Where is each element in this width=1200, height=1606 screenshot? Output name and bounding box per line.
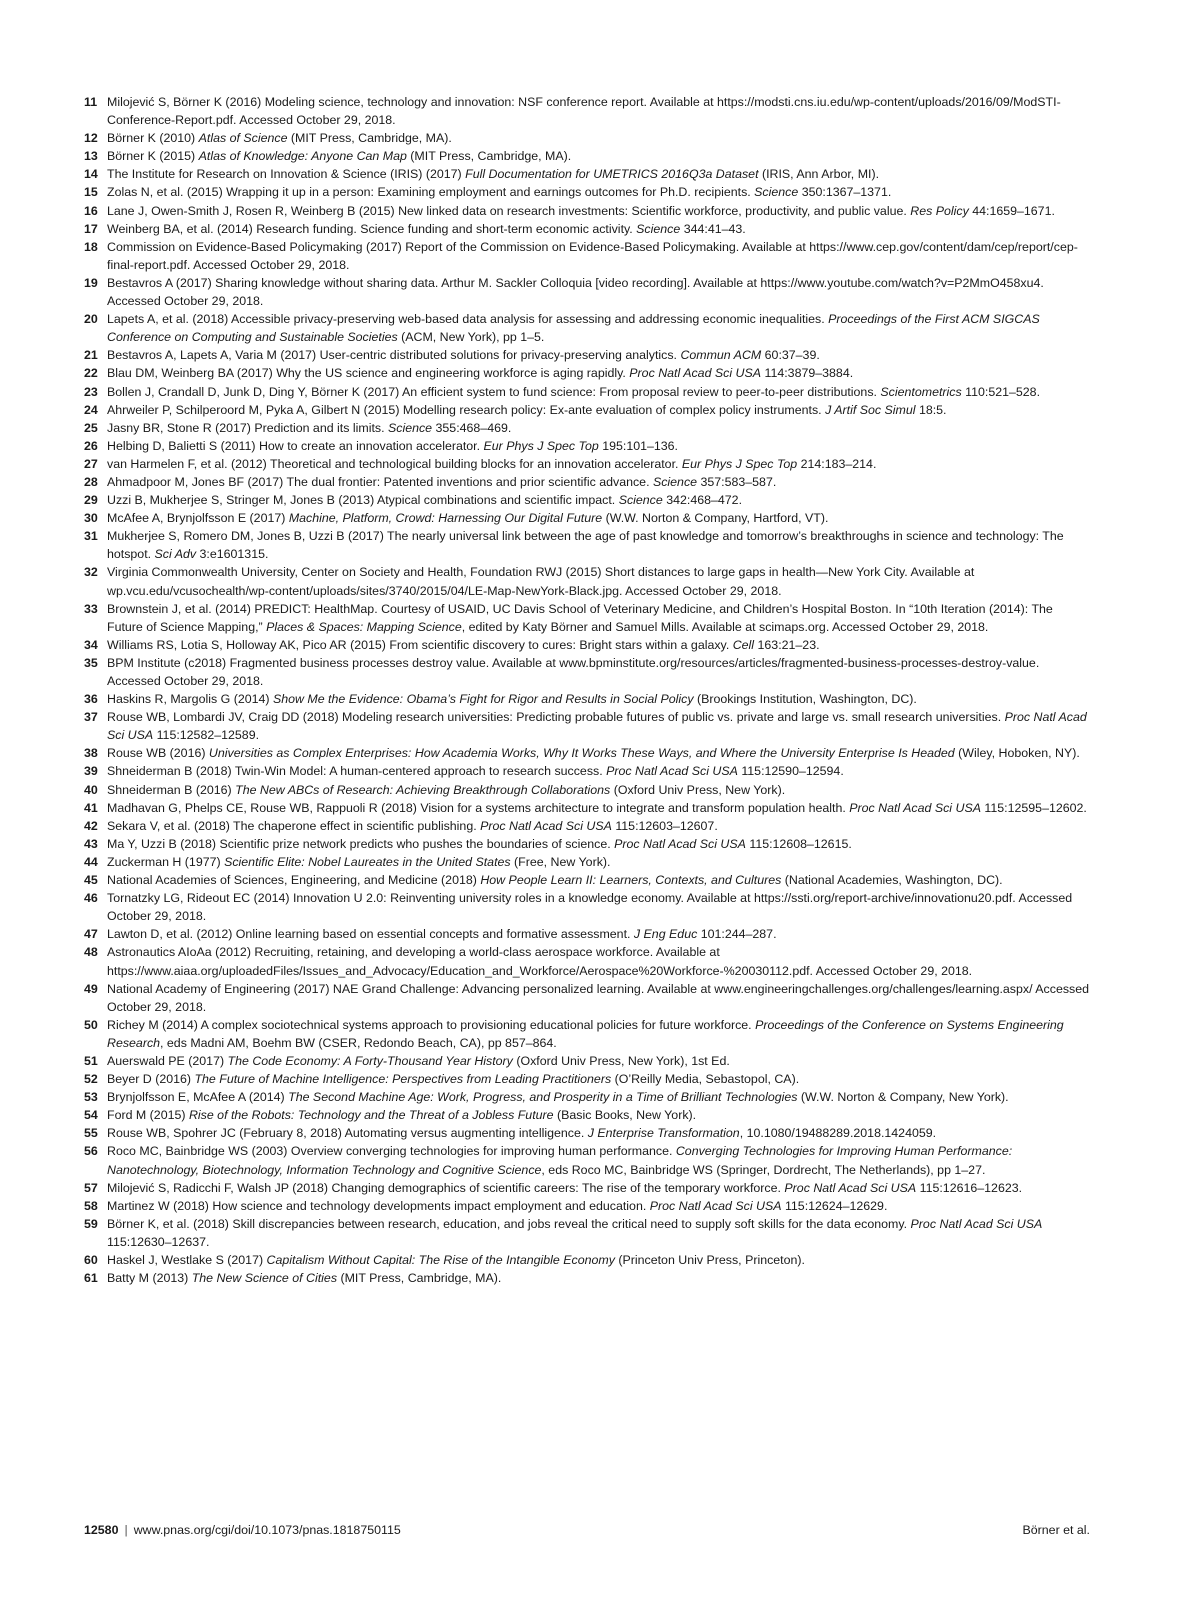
reference-text-part: Milojević S, Radicchi F, Walsh JP (2018) Changing demographics of scientific careers: The rise of the temporary workforce. — [107, 1180, 785, 1195]
reference-text — [107, 1142, 1090, 1178]
reference-number: 34 — [84, 637, 98, 652]
reference-text-part: Börner K (2010) — [107, 131, 199, 146]
reference-item — [84, 310, 1090, 346]
reference-number: 47 — [84, 927, 98, 942]
reference-text-part: 115:12608–12615. — [745, 836, 852, 851]
reference-italic-title: The Future of Machine Intelligence: Perspectives from Leading Practitioners — [194, 1072, 612, 1087]
reference-item — [84, 1052, 1090, 1070]
reference-number: 46 — [84, 891, 98, 906]
reference-text-part: (Oxford Univ Press, New York). — [610, 782, 786, 797]
reference-text-part: 344:41–43. — [680, 221, 746, 236]
reference-text-part: (Princeton Univ Press, Princeton). — [614, 1253, 805, 1267]
reference-text — [107, 1179, 1090, 1197]
reference-number: 40 — [84, 782, 98, 797]
reference-italic-title: Science — [636, 221, 681, 236]
reference-text-part: BPM Institute (c2018) Fragmented business processes destroy value. Available at www.bpminstitute.org/resources/articles/fragmented-business-processes-destroy-value. Accessed October 29, 2018. — [107, 655, 1040, 688]
reference-italic-title: Science — [754, 185, 799, 200]
reference-text-part: Batty M (2013) — [107, 1271, 192, 1286]
reference-number: 30 — [84, 511, 98, 526]
reference-text-part: Shneiderman B (2016) — [107, 782, 236, 797]
reference-item — [84, 853, 1090, 871]
reference-italic-title: Res Policy — [910, 203, 969, 218]
reference-text — [107, 364, 1090, 382]
reference-italic-title: Atlas of Knowledge: Anyone Can Map — [198, 149, 407, 164]
reference-number: 50 — [84, 1017, 98, 1032]
reference-text — [107, 1251, 1090, 1269]
reference-text-part: Ford M (2015) — [107, 1108, 189, 1123]
reference-text-part: 114:3879–3884. — [761, 366, 854, 381]
reference-item — [84, 1016, 1090, 1052]
reference-number: 58 — [84, 1198, 98, 1213]
reference-text-part: 214:183–214. — [797, 456, 877, 471]
reference-italic-title: Machine, Platform, Crowd: Harnessing Our Digital Future — [288, 511, 603, 526]
reference-italic-title: Proceedings of the Conference on Systems Engineering Research — [107, 1017, 1064, 1050]
reference-item — [84, 401, 1090, 419]
reference-number: 56 — [84, 1144, 98, 1159]
reference-italic-title: Proc Natl Acad Sci USA — [107, 710, 1087, 743]
footer-separator: | — [124, 1523, 128, 1537]
reference-item — [84, 364, 1090, 382]
reference-item — [84, 165, 1090, 183]
reference-text-part: 115:12582–12589. — [153, 728, 260, 743]
reference-italic-title: Capitalism Without Capital: The Rise of the Intangible Economy — [266, 1253, 615, 1267]
reference-text-part: Virginia Commonwealth University, Center on Society and Health, Foundation RWJ (2015) Short distances to large gaps in health—New York City. Available at wp.vcu.edu/vcusochealth/wp-content/uploads/sites/3740/2015/04/LE-Map-NewYork-Black.jpg. Accessed October 29, 2018. — [107, 565, 975, 598]
reference-text-part: Börner K (2015) — [107, 149, 199, 164]
reference-text-part: Lawton D, et al. (2012) Online learning based on essential concepts and formative assessment. — [107, 927, 634, 942]
reference-number: 12 — [84, 131, 98, 146]
reference-item — [84, 419, 1090, 437]
reference-text-part: Brynjolfsson E, McAfee A (2014) — [107, 1090, 289, 1105]
reference-item — [84, 509, 1090, 527]
reference-text-part: Zolas N, et al. (2015) Wrapping it up in a person: Examining employment and earnings outcomes for Ph.D. recipients. — [107, 185, 755, 200]
reference-text — [107, 1106, 1090, 1124]
reference-number: 29 — [84, 493, 98, 508]
reference-text-part: Bestavros A (2017) Sharing knowledge without sharing data. Arthur M. Sackler Colloquia [video recording]. Available at https://www.youtube.com/watch?v=P2MmO458xu4. Accessed October 29, 2018. — [107, 275, 1044, 309]
reference-text — [107, 238, 1090, 274]
reference-text — [107, 509, 1090, 527]
reference-italic-title: Universities as Complex Enterprises: How Academia Works, Why It Works These Ways, and Where the University Enterprise Is Headed — [208, 746, 955, 761]
reference-text — [107, 491, 1090, 509]
reference-text — [107, 762, 1090, 780]
reference-item — [84, 600, 1090, 636]
reference-italic-title: J Artif Soc Simul — [825, 402, 916, 417]
reference-item — [84, 1215, 1090, 1251]
reference-number: 36 — [84, 692, 98, 707]
reference-number: 42 — [84, 818, 98, 833]
reference-italic-title: The Code Economy: A Forty-Thousand Year History — [227, 1053, 513, 1068]
reference-text-part: Martinez W (2018) How science and technology developments impact employment and education. — [107, 1198, 650, 1213]
reference-text — [107, 799, 1090, 817]
reference-italic-title: Rise of the Robots: Technology and the Threat of a Jobless Future — [188, 1108, 554, 1123]
reference-number: 28 — [84, 474, 98, 489]
reference-text-part: 110:521–528. — [961, 384, 1041, 399]
reference-item — [84, 690, 1090, 708]
reference-list — [84, 93, 1090, 1287]
reference-italic-title: Proc Natl Acad Sci USA — [649, 1198, 782, 1213]
reference-number: 61 — [84, 1271, 98, 1286]
reference-italic-title: Science — [652, 474, 698, 489]
reference-text-part: , eds Roco MC, Bainbridge WS (Springer, Dordrecht, The Netherlands), pp 1–27. — [541, 1162, 986, 1177]
reference-item — [84, 220, 1090, 238]
reference-item — [84, 202, 1090, 220]
reference-text-part: (W.W. Norton & Company, Hartford, VT). — [602, 511, 829, 526]
reference-item — [84, 871, 1090, 889]
reference-text — [107, 817, 1090, 835]
reference-text-part: Roco MC, Bainbridge WS (2003) Overview converging technologies for improving human performance. — [107, 1144, 676, 1159]
reference-number: 11 — [84, 95, 98, 109]
reference-text-part: 195:101–136. — [598, 438, 679, 453]
reference-italic-title: Proc Natl Acad Sci USA — [629, 366, 762, 381]
reference-italic-title: Proc Natl Acad Sci USA — [480, 818, 612, 833]
reference-text-part: Haskins R, Margolis G (2014) — [107, 692, 273, 707]
reference-text-part: (W.W. Norton & Company, New York). — [797, 1090, 1009, 1105]
reference-text-part: 163:21–23. — [754, 637, 820, 652]
reference-text — [107, 437, 1090, 455]
reference-number: 59 — [84, 1216, 98, 1231]
reference-item — [84, 1197, 1090, 1215]
reference-text — [107, 708, 1090, 744]
reference-text — [107, 1052, 1090, 1070]
reference-text-part: Milojević S, Börner K (2016) Modeling science, technology and innovation: NSF conference report. Available at https://modsti.cns.iu.edu/wp-content/uploads/2016/09/ModSTI-Conference-Report.pdf. Accessed October 29, 2018. — [107, 95, 1061, 128]
reference-text-part: Madhavan G, Phelps CE, Rouse WB, Rappuoli R (2018) Vision for a systems architecture to integrate and transform population health. — [107, 800, 850, 815]
doi-url: www.pnas.org/cgi/doi/10.1073/pnas.1818750115 — [133, 1523, 401, 1537]
reference-text-part: Börner K, et al. (2018) Skill discrepancies between research, education, and jobs reveal the critical need to supply soft skills for the data economy. — [107, 1216, 911, 1231]
reference-italic-title: Science — [618, 493, 663, 508]
reference-text-part: National Academy of Engineering (2017) NAE Grand Challenge: Advancing personalized learning. Available at www.engineeringchallenges.org/challenges/learning.aspx/ Accessed October 29, 2018. — [107, 981, 1090, 1014]
reference-text-part: (IRIS, Ann Arbor, MI). — [758, 167, 880, 182]
reference-text — [107, 980, 1090, 1016]
reference-italic-title: Proc Natl Acad Sci USA — [614, 836, 746, 851]
reference-text — [107, 871, 1090, 889]
reference-text-part: The Institute for Research on Innovation & Science (IRIS) (2017) — [107, 167, 466, 182]
reference-italic-title: Commun ACM — [680, 348, 762, 363]
reference-text-part: 44:1659–1671. — [968, 203, 1055, 218]
reference-item — [84, 274, 1090, 310]
reference-text — [107, 419, 1090, 437]
reference-text — [107, 346, 1090, 364]
reference-italic-title: Full Documentation for UMETRICS 2016Q3a Dataset — [465, 167, 759, 182]
reference-text — [107, 220, 1090, 238]
reference-text — [107, 1124, 1090, 1142]
reference-number: 22 — [84, 366, 98, 381]
reference-item — [84, 129, 1090, 147]
reference-text-part: (Brookings Institution, Washington, DC). — [693, 692, 917, 707]
reference-number: 14 — [84, 167, 98, 182]
reference-text-part: Shneiderman B (2018) Twin-Win Model: A human-centered approach to research success. — [107, 764, 607, 779]
reference-text-part: Tornatzky LG, Rideout EC (2014) Innovation U 2.0: Reinventing university roles in a knowledge economy. Available at https://ssti.org/report-archive/innovationu20.pdf. Accessed October 29, 2018. — [107, 891, 1073, 924]
reference-item — [84, 437, 1090, 455]
reference-item — [84, 799, 1090, 817]
reference-italic-title: Science — [387, 420, 433, 435]
page-number: 12580 — [84, 1523, 119, 1537]
reference-item — [84, 889, 1090, 925]
reference-item — [84, 1070, 1090, 1088]
reference-number: 49 — [84, 981, 98, 996]
reference-text — [107, 1215, 1090, 1251]
footer-left — [84, 1521, 401, 1539]
reference-text-part: Zuckerman H (1977) — [107, 854, 225, 869]
reference-item — [84, 1251, 1090, 1269]
reference-number: 37 — [84, 710, 98, 725]
reference-text-part: Rouse WB, Lombardi JV, Craig DD (2018) Modeling research universities: Predicting probable futures of public vs. private and large vs. small research universities. — [107, 710, 1005, 725]
reference-text-part: Ahrweiler P, Schilperoord M, Pyka A, Gilbert N (2015) Modelling research policy: Ex-ante evaluation of complex policy instruments. — [107, 402, 826, 417]
reference-number: 19 — [84, 275, 98, 290]
reference-text-part: Uzzi B, Mukherjee S, Stringer M, Jones B (2013) Atypical combinations and scientific impact. — [107, 493, 619, 508]
reference-text-part: (Basic Books, New York). — [553, 1108, 697, 1123]
reference-text-part: 357:583–587. — [697, 474, 777, 489]
reference-item — [84, 473, 1090, 491]
reference-number: 23 — [84, 384, 98, 399]
reference-number: 33 — [84, 601, 98, 616]
reference-number: 13 — [84, 149, 98, 164]
reference-text-part: Richey M (2014) A complex sociotechnical systems approach to provisioning educational policies for future workforce. — [107, 1017, 756, 1032]
reference-text-part: Commission on Evidence-Based Policymaking (2017) Report of the Commission on Evidence-Based Policymaking. Available at https://www.cep.gov/content/dam/cep/report/cep-final-report.pdf. Accessed October 29, 2018. — [107, 239, 1078, 272]
reference-item — [84, 147, 1090, 165]
reference-text — [107, 853, 1090, 871]
reference-number: 21 — [84, 348, 98, 363]
reference-number: 17 — [84, 221, 98, 236]
reference-item — [84, 1142, 1090, 1178]
reference-text-part: 355:468–469. — [432, 420, 512, 435]
reference-text — [107, 654, 1090, 690]
reference-item — [84, 183, 1090, 201]
reference-italic-title: Scientometrics — [880, 384, 962, 399]
reference-item — [84, 563, 1090, 599]
reference-text-part: (National Academies, Washington, DC). — [781, 873, 1003, 888]
reference-italic-title: The Second Machine Age: Work, Progress, and Prosperity in a Time of Brilliant Technologies — [288, 1090, 798, 1105]
reference-item — [84, 93, 1090, 129]
reference-text-part: Beyer D (2016) — [107, 1072, 195, 1087]
reference-text-part: (MIT Press, Cambridge, MA). — [287, 131, 452, 146]
reference-italic-title: J Eng Educ — [633, 927, 698, 942]
reference-number: 24 — [84, 402, 98, 417]
reference-text-part: Bestavros A, Lapets A, Varia M (2017) User-centric distributed solutions for privacy-preserving analytics. — [107, 348, 681, 363]
reference-item — [84, 1088, 1090, 1106]
reference-number: 51 — [84, 1053, 98, 1068]
reference-italic-title: Proceedings of the First ACM SIGCAS Conference on Computing and Sustainable Societies — [107, 312, 1040, 345]
reference-text-part: 60:37–39. — [761, 348, 820, 363]
reference-number: 45 — [84, 873, 98, 888]
reference-text-part: (O’Reilly Media, Sebastopol, CA). — [611, 1072, 800, 1087]
reference-text — [107, 1088, 1090, 1106]
reference-text-part: (Wiley, Hoboken, NY). — [954, 746, 1080, 761]
reference-text — [107, 455, 1090, 473]
reference-italic-title: Eur Phys J Spec Top — [483, 438, 599, 453]
reference-text-part: Lane J, Owen-Smith J, Rosen R, Weinberg B (2015) New linked data on research investments: Scientific workforce, productivity, and public value. — [107, 203, 911, 218]
reference-number: 27 — [84, 456, 98, 471]
reference-text-part: Helbing D, Balietti S (2011) How to create an innovation accelerator. — [107, 438, 484, 453]
reference-text-part: Mukherjee S, Romero DM, Jones B, Uzzi B (2017) The nearly universal link between the age of past knowledge and tomorrow’s breakthroughs in science and technology: The hotspot. — [107, 529, 1064, 562]
reference-item — [84, 744, 1090, 762]
reference-italic-title: Eur Phys J Spec Top — [681, 456, 798, 471]
reference-text-part: McAfee A, Brynjolfsson E (2017) — [107, 511, 289, 526]
reference-number: 35 — [84, 655, 98, 670]
reference-text-part: 115:12595–12602. — [980, 800, 1087, 815]
reference-text — [107, 925, 1090, 943]
reference-text — [107, 1070, 1090, 1088]
reference-italic-title: Sci Adv — [154, 547, 197, 562]
reference-text — [107, 93, 1090, 129]
reference-italic-title: Proc Natl Acad Sci USA — [849, 800, 981, 815]
reference-text — [107, 1269, 1090, 1287]
reference-italic-title: Cell — [732, 637, 755, 652]
reference-item — [84, 1179, 1090, 1197]
reference-item — [84, 527, 1090, 563]
reference-number: 26 — [84, 438, 98, 453]
reference-item — [84, 980, 1090, 1016]
reference-text-part: (Oxford Univ Press, New York), 1st Ed. — [512, 1053, 730, 1068]
reference-text-part: Ahmadpoor M, Jones BF (2017) The dual frontier: Patented inventions and prior scientific advance. — [107, 474, 653, 489]
reference-number: 57 — [84, 1180, 98, 1195]
reference-number: 55 — [84, 1126, 98, 1141]
reference-text-part: Ma Y, Uzzi B (2018) Scientific prize network predicts who pushes the boundaries of science. — [107, 836, 615, 851]
reference-italic-title: Atlas of Science — [198, 131, 288, 146]
reference-text-part: Jasny BR, Stone R (2017) Prediction and its limits. — [107, 420, 388, 435]
reference-text-part: 3:e1601315. — [196, 547, 269, 562]
reference-text-part: 101:244–287. — [697, 927, 777, 942]
reference-text — [107, 889, 1090, 925]
reference-item — [84, 238, 1090, 274]
reference-number: 48 — [84, 945, 98, 960]
reference-text — [107, 129, 1090, 147]
reference-item — [84, 383, 1090, 401]
reference-text-part: Weinberg BA, et al. (2014) Research funding. Science funding and short-term economic activity. — [107, 221, 637, 236]
reference-text — [107, 1016, 1090, 1052]
reference-item — [84, 708, 1090, 744]
reference-text-part: 115:12590–12594. — [737, 764, 844, 779]
reference-italic-title: Converging Technologies for Improving Human Performance: Nanotechnology, Biotechnology, Information Technology and Cognitive Science — [107, 1144, 1013, 1177]
reference-text — [107, 401, 1090, 419]
page-footer — [84, 1521, 1090, 1539]
reference-number: 31 — [84, 529, 98, 544]
reference-text — [107, 202, 1090, 220]
reference-number: 38 — [84, 746, 98, 761]
reference-item — [84, 925, 1090, 943]
reference-item — [84, 491, 1090, 509]
reference-text-part: (ACM, New York), pp 1–5. — [397, 330, 545, 345]
reference-text — [107, 690, 1090, 708]
reference-item — [84, 346, 1090, 364]
reference-text — [107, 183, 1090, 201]
footer-authors: Börner et al. — [1022, 1523, 1090, 1537]
reference-text-part: Rouse WB (2016) — [107, 746, 209, 761]
reference-number: 54 — [84, 1108, 98, 1123]
reference-item — [84, 1106, 1090, 1124]
reference-italic-title: Show Me the Evidence: Obama’s Fight for Rigor and Results in Social Policy — [272, 692, 694, 707]
reference-italic-title: Scientific Elite: Nobel Laureates in the United States — [224, 854, 511, 869]
reference-text-part: , edited by Katy Börner and Samuel Mills. Available at scimaps.org. Accessed October 29, 2018. — [461, 619, 989, 634]
reference-text — [107, 383, 1090, 401]
reference-text — [107, 781, 1090, 799]
reference-text-part: 115:12616–12623. — [916, 1180, 1023, 1195]
reference-item — [84, 781, 1090, 799]
reference-text-part: , 10.1080/19488289.2018.1424059. — [739, 1126, 937, 1141]
reference-text-part: (Free, New York). — [510, 854, 611, 869]
reference-item — [84, 943, 1090, 979]
reference-number: 18 — [84, 239, 98, 254]
reference-text-part: (MIT Press, Cambridge, MA). — [337, 1271, 502, 1286]
reference-text-part: Astronautics AIoAa (2012) Recruiting, retaining, and developing a world-class aerospace workforce. Available at https://www.aiaa.org/uploadedFiles/Issues_and_Advocacy/Education_and_Workforce/Aerospace%20Workforce-%20030112.pdf. Accessed October 29, 2018. — [107, 945, 973, 978]
reference-number: 60 — [84, 1253, 98, 1267]
reference-item — [84, 455, 1090, 473]
reference-text-part: 115:12624–12629. — [781, 1198, 888, 1213]
reference-text-part: Lapets A, et al. (2018) Accessible privacy-preserving web-based data analysis for assessing and addressing economic inequalities. — [107, 312, 829, 327]
reference-text — [107, 527, 1090, 563]
reference-text — [107, 943, 1090, 979]
reference-text-part: 342:468–472. — [662, 493, 743, 508]
reference-text — [107, 1197, 1090, 1215]
reference-italic-title: J Enterprise Transformation — [587, 1126, 740, 1141]
reference-text — [107, 835, 1090, 853]
reference-text-part: 115:12603–12607. — [611, 818, 718, 833]
reference-text-part: Brownstein J, et al. (2014) PREDICT: HealthMap. Courtesy of USAID, UC Davis School of Veterinary Medicine, and Children’s Hospital Boston. In “10th Iteration (2014): The Future of Science Mapping,” — [107, 601, 1053, 634]
reference-text — [107, 744, 1090, 762]
reference-number: 44 — [84, 854, 98, 869]
reference-text — [107, 473, 1090, 491]
reference-text — [107, 165, 1090, 183]
reference-text-part: Williams RS, Lotia S, Holloway AK, Pico AR (2015) From scientific discovery to cures: Bright stars within a galaxy. — [107, 637, 733, 652]
reference-item — [84, 762, 1090, 780]
reference-italic-title: How People Learn II: Learners, Contexts, and Cultures — [480, 873, 782, 888]
reference-number: 43 — [84, 836, 98, 851]
reference-number: 53 — [84, 1090, 98, 1105]
reference-text-part: van Harmelen F, et al. (2012) Theoretical and technological building blocks for an innovation accelerator. — [107, 456, 682, 471]
reference-item — [84, 654, 1090, 690]
reference-number: 41 — [84, 800, 98, 815]
reference-text — [107, 310, 1090, 346]
reference-text — [107, 563, 1090, 599]
reference-item — [84, 636, 1090, 654]
reference-text-part: 18:5. — [915, 402, 947, 417]
reference-italic-title: Places & Spaces: Mapping Science — [266, 619, 462, 634]
reference-text-part: Rouse WB, Spohrer JC (February 8, 2018) Automating versus augmenting intelligence. — [107, 1126, 588, 1141]
reference-text-part: Auerswald PE (2017) — [107, 1053, 228, 1068]
reference-italic-title: The New ABCs of Research: Achieving Breakthrough Collaborations — [235, 782, 611, 797]
reference-italic-title: The New Science of Cities — [191, 1271, 338, 1286]
reference-number: 20 — [84, 312, 98, 327]
reference-item — [84, 1269, 1090, 1287]
reference-text-part: (MIT Press, Cambridge, MA). — [406, 149, 572, 164]
reference-text — [107, 600, 1090, 636]
reference-italic-title: Proc Natl Acad Sci USA — [784, 1180, 917, 1195]
reference-item — [84, 817, 1090, 835]
reference-text-part: Blau DM, Weinberg BA (2017) Why the US science and engineering workforce is aging rapidly. — [107, 366, 630, 381]
reference-text — [107, 274, 1090, 310]
reference-text-part: Sekara V, et al. (2018) The chaperone effect in scientific publishing. — [107, 818, 481, 833]
reference-italic-title: Proc Natl Acad Sci USA — [910, 1216, 1043, 1231]
reference-text — [107, 147, 1090, 165]
reference-item — [84, 835, 1090, 853]
reference-number: 52 — [84, 1072, 98, 1087]
reference-number: 25 — [84, 420, 98, 435]
reference-text-part: , eds Madni AM, Boehm BW (CSER, Redondo Beach, CA), pp 857–864. — [160, 1035, 557, 1050]
reference-number: 39 — [84, 764, 98, 779]
reference-text-part: 350:1367–1371. — [798, 185, 892, 200]
reference-text-part: Haskel J, Westlake S (2017) — [107, 1253, 267, 1267]
reference-item — [84, 1124, 1090, 1142]
reference-text-part: National Academies of Sciences, Engineering, and Medicine (2018) — [107, 873, 481, 888]
reference-number: 16 — [84, 203, 98, 218]
reference-number: 15 — [84, 185, 98, 200]
reference-italic-title: Proc Natl Acad Sci USA — [606, 764, 738, 779]
reference-text — [107, 636, 1090, 654]
reference-text-part: 115:12630–12637. — [107, 1234, 210, 1249]
reference-text-part: Bollen J, Crandall D, Junk D, Ding Y, Börner K (2017) An efficient system to fund science: From proposal review to peer-to-peer distributions. — [107, 384, 881, 399]
reference-number: 32 — [84, 565, 98, 580]
